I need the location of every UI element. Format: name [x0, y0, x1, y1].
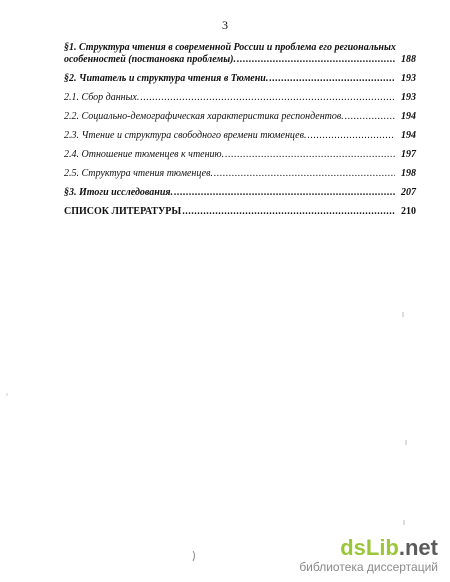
toc-entry-2-4	[64, 149, 416, 161]
toc-entry-bibliography	[64, 206, 416, 218]
toc-entry-section-1	[64, 42, 416, 66]
toc-entry-2-1	[64, 92, 416, 104]
dot-leader	[182, 206, 395, 218]
dot-leader	[140, 92, 395, 104]
table-of-contents	[64, 42, 416, 225]
toc-entry-page: 188	[401, 54, 416, 65]
dot-leader	[225, 149, 395, 161]
watermark-subtitle: библиотека диссертаций	[299, 560, 438, 574]
toc-entry-2-2	[64, 111, 416, 123]
toc-entry-title: 2.5. Структура чтения тюменцев.	[64, 168, 213, 179]
toc-entry-page: 210	[401, 206, 416, 217]
toc-entry-section-2	[64, 73, 416, 85]
page-number: 3	[222, 18, 228, 32]
dslib-watermark	[299, 536, 438, 574]
toc-entry-title: 2.3. Чтение и структура свободного времени тюменцев.	[64, 130, 307, 141]
logo-suffix-text: .net	[398, 535, 438, 560]
toc-entry-section-3	[64, 187, 416, 199]
toc-entry-2-3	[64, 130, 416, 142]
dot-leader	[307, 130, 395, 142]
toc-entry-page: 194	[401, 130, 416, 141]
toc-entry-title-continued: особенностей (постановка проблемы).	[64, 54, 236, 65]
toc-entry-title: §3. Итоги исследования.	[64, 187, 174, 198]
toc-entry-2-5	[64, 168, 416, 180]
toc-entry-page: 193	[401, 73, 416, 84]
toc-entry-page: 197	[401, 149, 416, 160]
toc-entry-page: 193	[401, 92, 416, 103]
toc-entry-title: §1. Структура чтения в современной России и проблема его региональных	[64, 42, 396, 53]
toc-entry-title: 2.1. Сбор данных.	[64, 92, 140, 103]
toc-entry-title: 2.4. Отношение тюменцев к чтению.	[64, 149, 225, 160]
toc-entry-page: 198	[401, 168, 416, 179]
dot-leader	[345, 111, 395, 123]
logo-main-text: dsLib	[340, 535, 399, 560]
dot-leader	[174, 187, 395, 199]
toc-entry-title: СПИСОК ЛИТЕРАТУРЫ	[64, 206, 182, 217]
dot-leader	[237, 54, 395, 66]
dot-leader	[214, 168, 395, 180]
toc-entry-page: 194	[401, 111, 416, 122]
toc-entry-title: §2. Читатель и структура чтения в Тюмени.	[64, 73, 269, 84]
toc-entry-page: 207	[401, 187, 416, 198]
dslib-logo	[299, 536, 438, 560]
toc-entry-title: 2.2. Социально-демографическая характеристика респондентов.	[64, 111, 344, 122]
dot-leader	[269, 73, 395, 85]
